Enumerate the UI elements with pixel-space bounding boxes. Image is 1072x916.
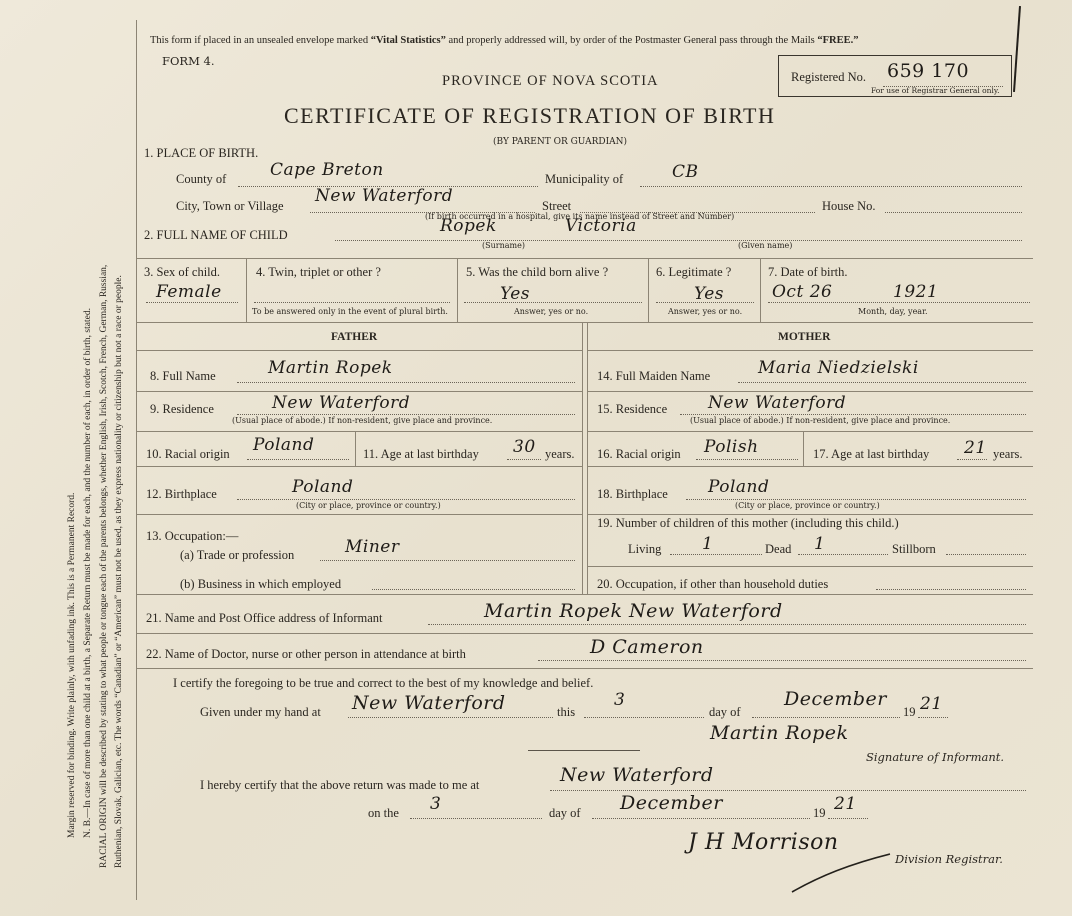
street-label: Street [542, 199, 572, 213]
sex-label: 3. Sex of child. [144, 265, 221, 279]
father-birthplace: Poland [292, 477, 354, 497]
stillborn-label: Stillborn [892, 542, 936, 556]
mother-heading: MOTHER [778, 331, 831, 343]
mother-name-label: 14. Full Maiden Name [597, 369, 711, 383]
father-name: Martin Ropek [268, 358, 393, 378]
given-label: Given under my hand at [200, 705, 321, 719]
living-count: 1 [702, 534, 714, 554]
father-name-line [237, 382, 575, 383]
given-month-line [752, 717, 900, 718]
certificate-subtitle: (BY PARENT OR GUARDIAN) [493, 137, 628, 147]
mail-notice [150, 34, 859, 48]
mother-birthplace-line [686, 499, 1026, 500]
registrar-place-line [550, 790, 1026, 791]
municipality-label: Municipality of [545, 172, 624, 186]
twin-label: 4. Twin, triplet or other ? [256, 265, 381, 279]
alive-value: Yes [500, 284, 531, 304]
twin-line [254, 302, 450, 303]
margin-note-nationality: Ruthenian, Slovak, Galician, etc. The words “Canadian” or “American” must not be used, as they express nationality or citizenship but not a race or people. [114, 275, 124, 868]
dob-note: Month, day, year. [858, 307, 928, 316]
registrar-place: New Waterford [560, 764, 714, 786]
mother-occupation-line [876, 589, 1026, 590]
father-name-label: 8. Full Name [150, 369, 216, 383]
given-place-line [348, 717, 553, 718]
mail-notice-a: This form if placed in an unsealed envelope marked [150, 35, 369, 46]
mother-name: Maria Niedzielski [758, 358, 919, 378]
father-age-label: 11. Age at last birthday [363, 447, 479, 461]
registrar-year-prefix: 19 [813, 806, 826, 820]
city-label: City, Town or Village [176, 199, 284, 213]
father-rule-1 [137, 391, 582, 392]
business-label: (b) Business in which employed [180, 577, 342, 591]
registrar-signature-flourish [790, 846, 910, 896]
father-residence-label: 9. Residence [150, 402, 214, 416]
mother-rule-5 [587, 566, 1033, 567]
mother-birthplace-note: (City or place, province or country.) [735, 501, 880, 510]
registered-box [778, 55, 1012, 97]
parents-divider-right [587, 322, 588, 594]
county-value: Cape Breton [270, 160, 384, 180]
left-signature-rule [528, 750, 640, 751]
alive-line [464, 302, 642, 303]
trade-label: (a) Trade or profession [180, 548, 295, 562]
registrar-day: 3 [430, 794, 442, 814]
mail-notice-b: and properly addressed will, by order of the Postmaster General pass through the Mails [448, 35, 815, 46]
dead-count: 1 [814, 534, 826, 554]
children-label: 19. Number of children of this mother (including this child.) [597, 516, 899, 530]
doctor-rule [137, 668, 1033, 669]
mother-age-label: 17. Age at last birthday [813, 447, 930, 461]
father-age: 30 [513, 437, 536, 457]
mother-residence-note: (Usual place of abode.) If non-resident, give place and province. [690, 416, 951, 425]
father-heading: FATHER [331, 331, 378, 343]
municipality-value: CB [672, 162, 699, 182]
registrar-signature: J H Morrison [688, 830, 839, 855]
mother-race-line [696, 459, 798, 460]
father-race-label: 10. Racial origin [146, 447, 230, 461]
mother-name-line [738, 382, 1026, 383]
child-surname: Ropek [440, 216, 497, 236]
house-label: House No. [822, 199, 876, 213]
mother-residence-label: 15. Residence [597, 402, 668, 416]
dead-label: Dead [765, 542, 792, 556]
mother-birthplace: Poland [708, 477, 770, 497]
on-the-label: on the [368, 806, 399, 820]
registrar-text: I hereby certify that the above return was made to me at [200, 778, 480, 792]
mother-rule-2 [587, 431, 1033, 432]
this-label: this [557, 705, 576, 719]
mother-rule-4 [587, 514, 1033, 515]
given-name-note: (Given name) [738, 241, 793, 250]
informant-line [428, 624, 1026, 625]
registrar-dayof-label: day of [549, 806, 581, 820]
row3-divider-3 [648, 258, 649, 322]
city-value: New Waterford [315, 186, 454, 206]
given-year-suffix: 21 [920, 694, 943, 714]
living-line [670, 554, 762, 555]
hospital-note: (If birth occurred in a hospital, give its name instead of Street and Number) [425, 212, 735, 221]
father-birthplace-label: 12. Birthplace [146, 487, 217, 501]
business-line [372, 589, 575, 590]
mother-residence: New Waterford [708, 393, 847, 413]
child-given-name: Victoria [565, 216, 637, 236]
father-rule-2 [137, 431, 582, 432]
mother-birthplace-label: 18. Birthplace [597, 487, 668, 501]
mail-notice-free: “FREE.” [817, 35, 859, 46]
parents-bottom-rule [137, 594, 1033, 595]
father-race-divider [355, 431, 356, 466]
informant-rule [137, 633, 1033, 634]
surname-note: (Surname) [482, 241, 525, 250]
dob-label: 7. Date of birth. [768, 265, 848, 279]
registered-note: For use of Registrar General only. [871, 86, 1000, 95]
mother-race-label: 16. Racial origin [597, 447, 681, 461]
margin-rule [136, 20, 137, 900]
father-race: Poland [253, 435, 315, 455]
county-label: County of [176, 172, 227, 186]
doctor-value: D Cameron [590, 636, 704, 658]
given-day-line [584, 717, 704, 718]
legitimate-note: Answer, yes or no. [668, 307, 743, 316]
row3-divider-4 [760, 258, 761, 322]
doctor-label: 22. Name of Doctor, nurse or other person in attendance at birth [146, 647, 466, 661]
father-birthplace-note: (City or place, province or country.) [296, 501, 441, 510]
father-residence-note: (Usual place of abode.) If non-resident, give place and province. [232, 416, 493, 425]
mother-age-line [957, 459, 987, 460]
informant-signature-label: Signature of Informant. [866, 750, 1005, 764]
mother-race-divider [803, 431, 804, 466]
given-year-line [918, 717, 948, 718]
trade-line [320, 560, 575, 561]
margin-note-multiple-births: N. B.—In case of more than one child at a birth, a Separate Return must be made for each, and the number of each, in order of birth, stated. [83, 308, 93, 838]
certify-text: I certify the foregoing to be true and correct to the best of my knowledge and belief. [173, 676, 594, 690]
informant-label: 21. Name and Post Office address of Informant [146, 611, 383, 625]
dob-line [768, 302, 1030, 303]
mother-residence-line [680, 414, 1026, 415]
form-number: FORM 4. [162, 54, 215, 68]
father-residence-line [237, 414, 575, 415]
father-rule-3 [137, 466, 582, 467]
parents-divider-left [582, 322, 583, 594]
father-birthplace-line [237, 499, 575, 500]
row3-divider-2 [457, 258, 458, 322]
child-name-line [335, 240, 1022, 241]
province-heading: PROVINCE OF NOVA SCOTIA [442, 73, 659, 89]
registered-label: Registered No. [791, 70, 866, 84]
alive-label: 5. Was the child born alive ? [466, 265, 609, 279]
given-year-prefix: 19 [903, 705, 916, 719]
mother-rule-3 [587, 466, 1033, 467]
informant-signature: Martin Ropek [710, 722, 849, 744]
mother-rule-1 [587, 391, 1033, 392]
trade-value: Miner [345, 537, 400, 557]
given-place: New Waterford [352, 692, 506, 714]
margin-note-racial-origin: RACIAL ORIGIN will be described by stating to what people or tongue each of the parents belongs, whether English, Irish, Scotch, French, German, Russian, [99, 264, 109, 868]
given-day: 3 [614, 690, 626, 710]
father-age-line [507, 459, 541, 460]
mother-age: 21 [964, 438, 987, 458]
father-rule-4 [137, 514, 582, 515]
twin-note: To be answered only in the event of plural birth. [252, 307, 448, 316]
father-race-line [247, 459, 349, 460]
certificate-title: CERTIFICATE OF REGISTRATION OF BIRTH [284, 103, 776, 128]
registrar-month: December [620, 792, 723, 814]
mail-notice-vital: “Vital Statistics” [370, 35, 446, 46]
row3-bottom-rule [137, 322, 1033, 323]
given-month: December [784, 688, 887, 710]
occupation-label: 13. Occupation:— [146, 529, 239, 543]
mother-years-label: years. [993, 447, 1023, 461]
row3-top-rule [137, 258, 1033, 259]
registrar-day-line [410, 818, 542, 819]
dob-year: 1921 [893, 282, 939, 302]
registrar-year-line [828, 818, 868, 819]
father-years-label: years. [545, 447, 575, 461]
father-residence: New Waterford [272, 393, 411, 413]
registrar-mark [1013, 6, 1021, 92]
house-line [885, 212, 1022, 213]
sex-value: Female [156, 282, 222, 302]
municipality-line [640, 186, 1022, 187]
legitimate-label: 6. Legitimate ? [656, 265, 732, 279]
child-name-label: 2. FULL NAME OF CHILD [144, 228, 288, 242]
place-heading: 1. PLACE OF BIRTH. [144, 146, 259, 160]
sex-line [146, 302, 238, 303]
row3-divider-1 [246, 258, 247, 322]
living-label: Living [628, 542, 662, 556]
doctor-line [538, 660, 1026, 661]
given-dayof-label: day of [709, 705, 741, 719]
dead-line [798, 554, 888, 555]
margin-note-binding: Margin reserved for binding. Write plainly, with unfading ink. This is a Permanent Record. [67, 492, 77, 838]
informant-value: Martin Ropek New Waterford [484, 600, 783, 622]
mother-race: Polish [704, 437, 759, 457]
registered-number: 659 170 [887, 60, 970, 82]
legitimate-value: Yes [694, 284, 725, 304]
mother-occupation-label: 20. Occupation, if other than household duties [597, 577, 829, 591]
stillborn-line [946, 554, 1026, 555]
parents-heading-rule-right [587, 350, 1033, 351]
registrar-year-suffix: 21 [834, 794, 857, 814]
parents-heading-rule-left [137, 350, 582, 351]
alive-note: Answer, yes or no. [514, 307, 589, 316]
dob-month-day: Oct 26 [772, 282, 833, 302]
division-registrar-label: Division Registrar. [895, 852, 1003, 866]
registrar-month-line [592, 818, 810, 819]
